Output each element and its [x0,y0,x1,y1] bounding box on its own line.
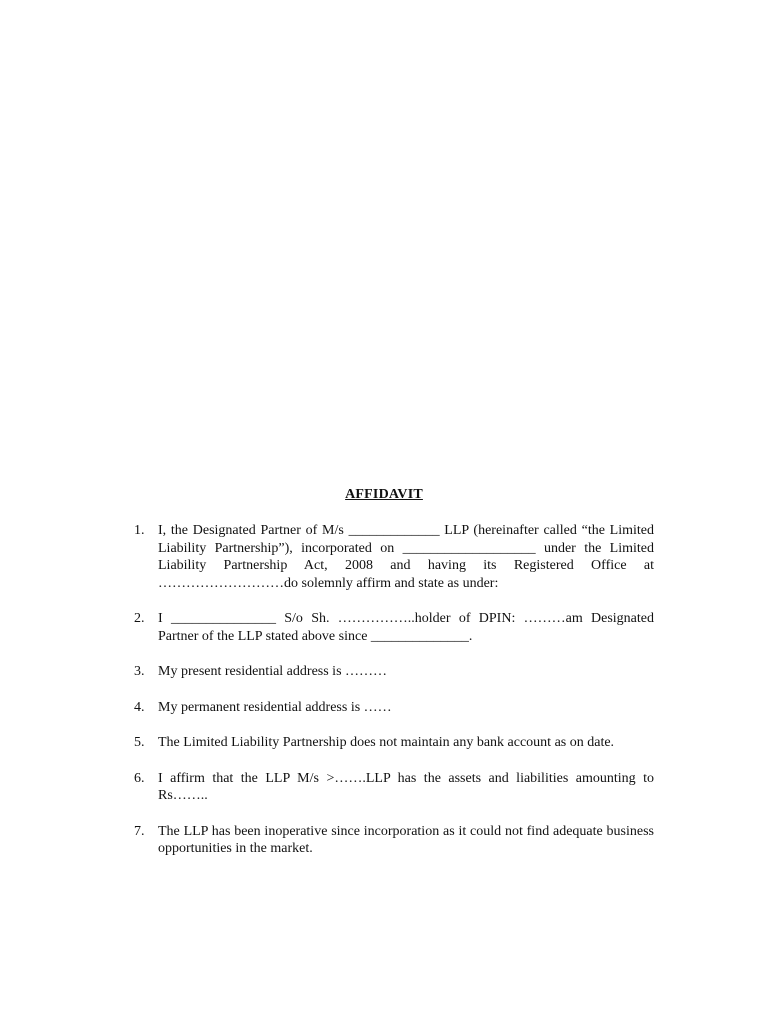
statement-text: My present residential address is ……… [158,664,388,679]
statement-text: The LLP has been inoperative since incorporation as it could not find adequate business opportunities in the market. [158,823,654,856]
statement-number: 2. [134,611,145,626]
statement-number: 5. [134,735,145,750]
document-title: AFFIDAVIT [345,487,423,502]
statement-item-5 [134,734,654,752]
statement-number: 1. [134,523,145,538]
statement-text: I, the Designated Partner of M/s _____________ LLP (hereinafter called “the Limited Liability Partnership”), incorporated on ___________________ under the Limited Liability Partnership Act, 2008 and having its Registered Office at ………………………do solemnly affirm and state as under: [158,523,654,591]
statement-item-1 [134,522,654,592]
statement-item-3 [134,663,654,681]
statement-item-4 [134,699,654,717]
statement-text: My permanent residential address is …… [158,699,392,715]
statement-item-7 [134,823,654,858]
affidavit-statement-list [134,522,654,876]
statement-number: 3. [134,664,145,679]
statement-number: 6. [134,770,145,786]
statement-number: 4. [134,699,145,715]
statement-text: The Limited Liability Partnership does not maintain any bank account as on date. [158,735,615,750]
statement-text: I affirm that the LLP M/s >…….LLP has the assets and liabilities amounting to Rs…….. [158,770,654,803]
statement-number: 7. [134,823,145,839]
statement-text: I _______________ S/o Sh. ……………..holder of DPIN: ………am Designated Partner of the LLP stated above since ______________. [158,611,654,644]
statement-item-2 [134,610,654,645]
statement-item-6 [134,770,654,805]
